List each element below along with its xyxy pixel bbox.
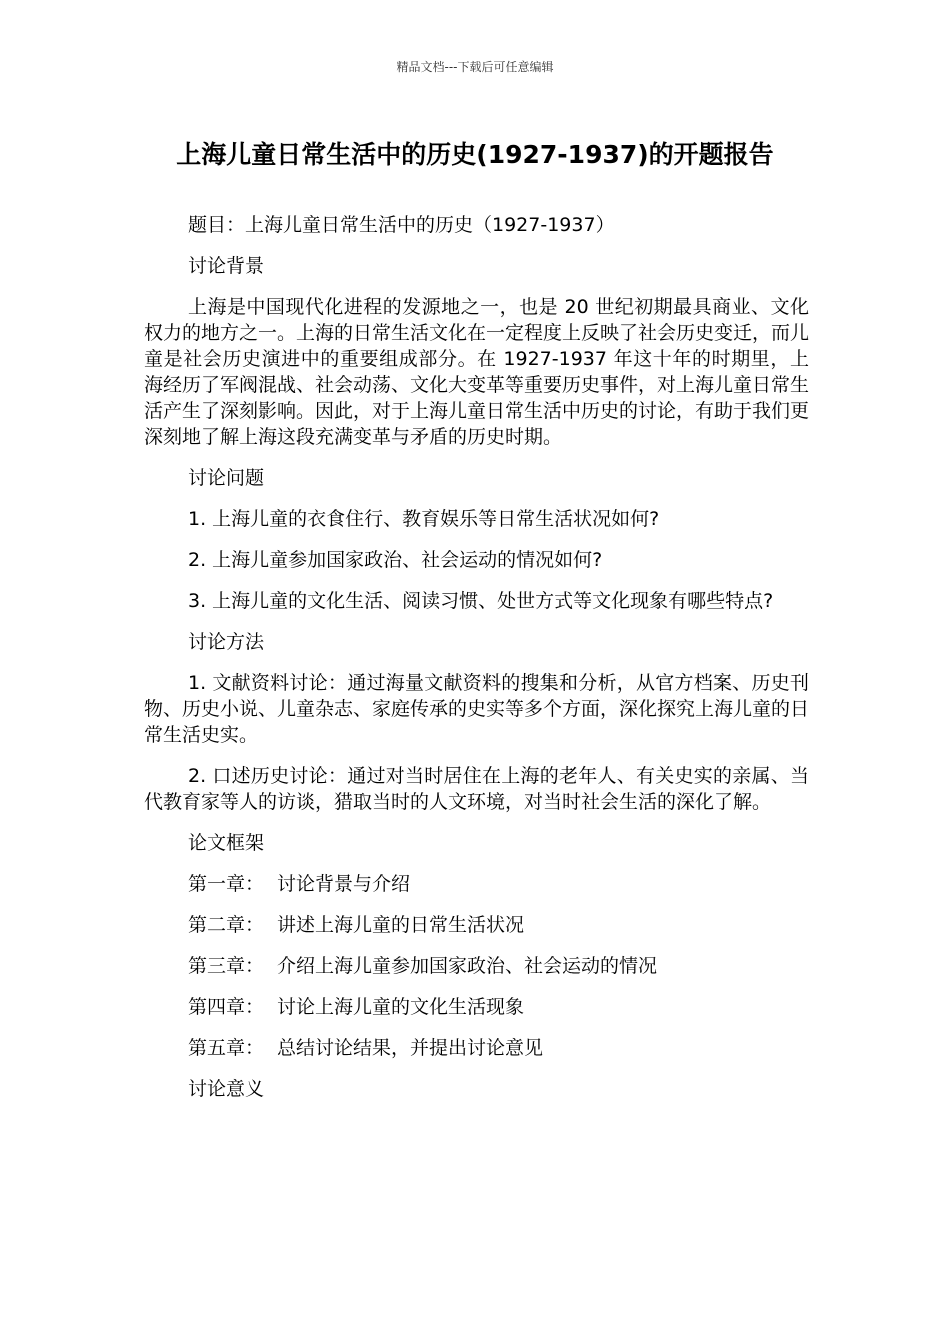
question-item-2: 2. 上海儿童参加国家政治、社会运动的情况如何? <box>188 549 603 571</box>
question-item-1: 1. 上海儿童的衣食住行、教育娱乐等日常生活状况如何? <box>188 508 660 530</box>
background-paragraph: 上海是中国现代化进程的发源地之一，也是 20 世纪初期最具商业、文化权力的地方之一。上海的日常生活文化在一定程度上反映了社会历史变迁，而儿童是社会历史演进中的重要组成部分。在 1927-1937 年这十年的时期里，上海经历了军阀混战、社会动荡、文化大变革等重要历史事件，对上海儿童日常生活产生了深刻影响。因此，对于上海儿童日常生活中历史的讨论，有助于我们更深刻地了解上海这段充满变革与矛盾的历史时期。 <box>144 296 810 448</box>
method-item-1: 1. 文献资料讨论：通过海量文献资料的搜集和分析，从官方档案、历史刊物、历史小说、儿童杂志、家庭传承的史实等多个方面，深化探究上海儿童的日常生活史实。 <box>144 672 810 746</box>
chapter-text: 讲述上海儿童的日常生活状况 <box>277 914 525 936</box>
chapter-item-1 <box>144 871 809 897</box>
chapter-item-2 <box>144 912 809 938</box>
question-item-3: 3. 上海儿童的文化生活、阅读习惯、处世方式等文化现象有哪些特点? <box>188 590 774 612</box>
topic-line: 题目：上海儿童日常生活中的历史（1927-1937） <box>188 214 615 236</box>
chapter-label: 第一章： <box>188 873 265 895</box>
chapter-text: 介绍上海儿童参加国家政治、社会运动的情况 <box>277 955 658 977</box>
document-body <box>144 212 809 1117</box>
chapter-label: 第三章： <box>188 955 265 977</box>
chapter-label: 第五章： <box>188 1037 265 1059</box>
significance-heading: 讨论意义 <box>188 1078 265 1100</box>
chapter-item-5 <box>144 1035 809 1061</box>
chapter-text: 讨论背景与介绍 <box>277 873 411 895</box>
document-title: 上海儿童日常生活中的历史(1927-1937)的开题报告 <box>176 140 774 169</box>
questions-heading: 讨论问题 <box>188 467 265 489</box>
chapter-item-3 <box>144 953 809 979</box>
chapter-label: 第四章： <box>188 996 265 1018</box>
chapter-text: 总结讨论结果，并提出讨论意见 <box>277 1037 544 1059</box>
chapter-item-4 <box>144 994 809 1020</box>
framework-heading: 论文框架 <box>188 832 265 854</box>
method-item-2: 2. 口述历史讨论：通过对当时居住在上海的老年人、有关史实的亲属、当代教育家等人的访谈，猎取当时的人文环境，对当时社会生活的深化了解。 <box>144 765 809 813</box>
background-heading: 讨论背景 <box>188 255 265 277</box>
methods-heading: 讨论方法 <box>188 631 265 653</box>
chapter-label: 第二章： <box>188 914 265 936</box>
chapter-text: 讨论上海儿童的文化生活现象 <box>277 996 525 1018</box>
page-header: 精品文档---下载后可任意编辑 <box>396 60 554 74</box>
